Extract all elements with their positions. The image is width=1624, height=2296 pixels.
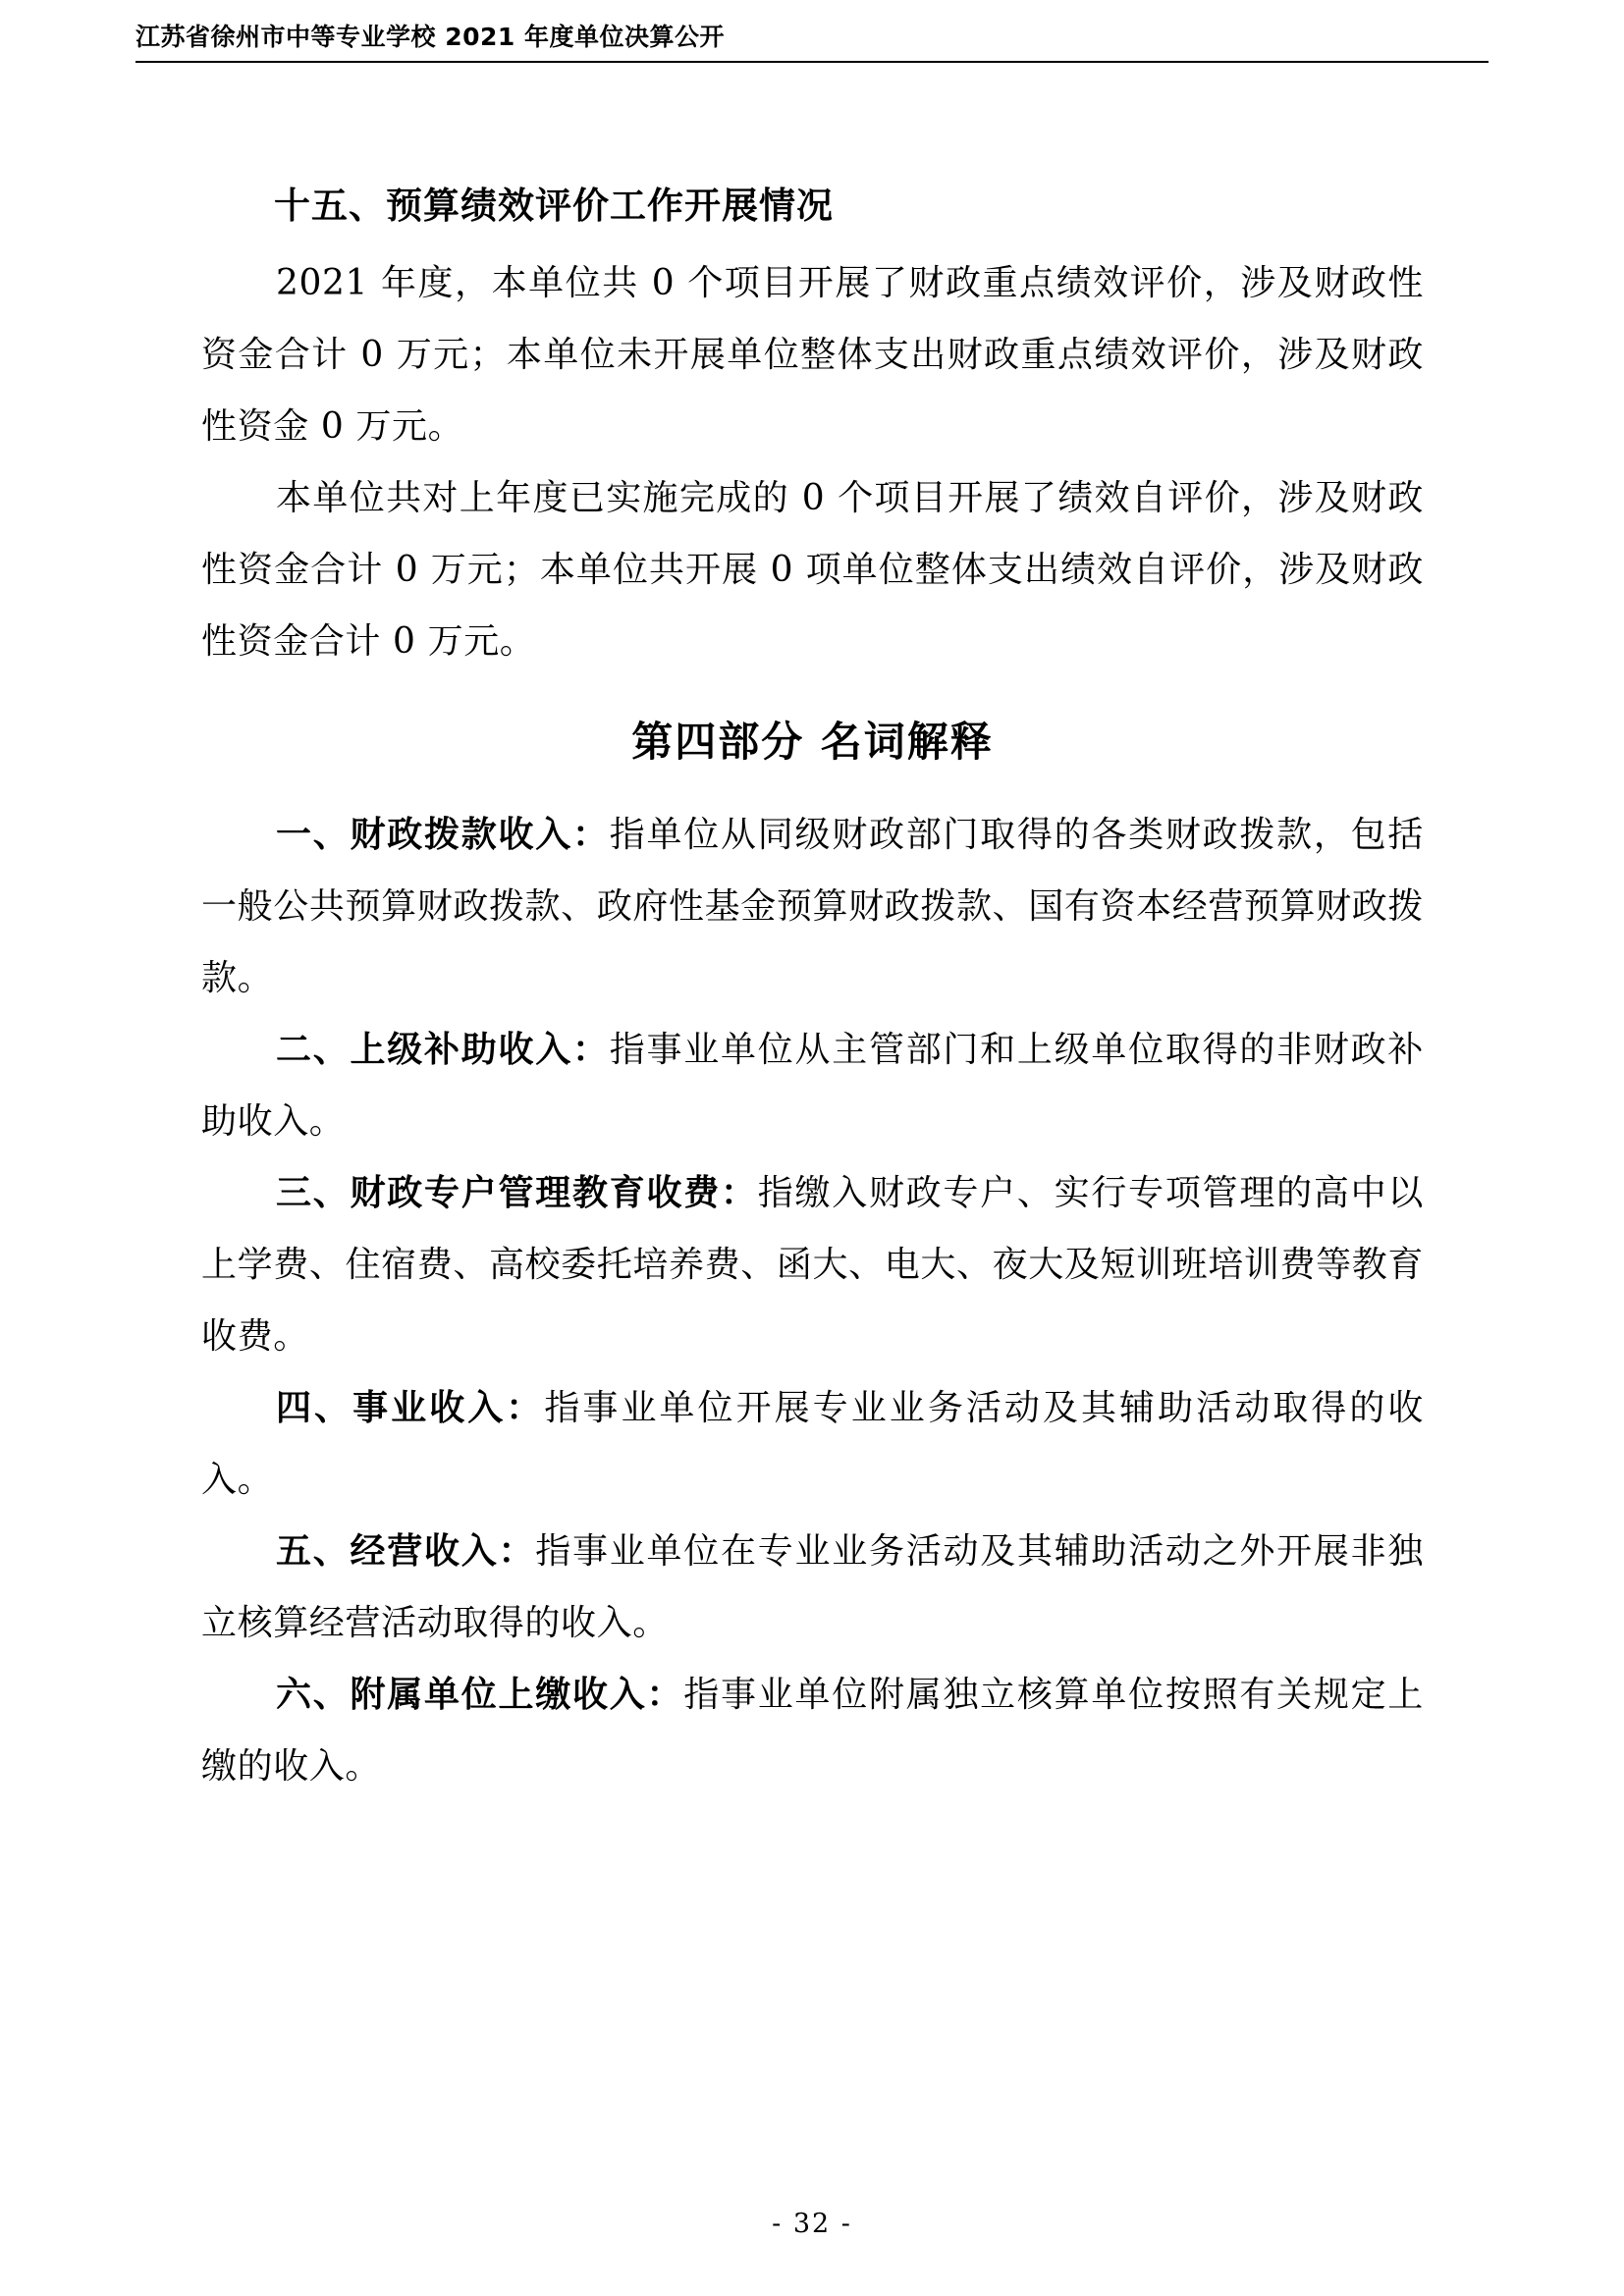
definition-item-2 xyxy=(201,1014,1424,1157)
definition-item-5 xyxy=(201,1516,1424,1659)
definition-text: 指缴入财政专户、实行专项管理的高中以上学费、住宿费、高校委托培养费、函大、电大、夜大及短训班培训费等教育收费。 xyxy=(201,1173,1424,1357)
definition-term: 三、财政专户管理教育收费： xyxy=(276,1173,758,1213)
paragraph-performance-evaluation-2: 本单位共对上年度已实施完成的 0 个项目开展了绩效自评价，涉及财政性资金合计 0 万元；本单位共开展 0 项单位整体支出绩效自评价，涉及财政性资金合计 0 万元。 xyxy=(201,478,1424,662)
definition-text: 指事业单位开展专业业务活动及其辅助活动取得的收入。 xyxy=(201,1388,1424,1500)
header-divider xyxy=(135,61,1489,63)
definition-term: 五、经营收入： xyxy=(276,1531,536,1572)
part-four-heading: 第四部分 名词解释 xyxy=(631,718,994,766)
definition-term: 六、附属单位上缴收入： xyxy=(276,1675,684,1715)
definition-text: 指事业单位从主管部门和上级单位取得的非财政补助收入。 xyxy=(201,1030,1424,1142)
document-body xyxy=(201,175,1424,1802)
section-heading-fifteen: 十五、预算绩效评价工作开展情况 xyxy=(274,185,834,227)
definition-text: 指单位从同级财政部门取得的各类财政拨款，包括一般公共预算财政拨款、政府性基金预算财政拨款、国有资本经营预算财政拨款。 xyxy=(201,815,1424,998)
definition-term: 四、事业收入： xyxy=(276,1388,545,1428)
definition-item-6 xyxy=(201,1659,1424,1802)
definition-text: 指事业单位在专业业务活动及其辅助活动之外开展非独立核算经营活动取得的收入。 xyxy=(201,1531,1425,1643)
definition-term: 二、上级补助收入： xyxy=(276,1030,610,1070)
definition-item-1 xyxy=(201,799,1424,1014)
page-number: - 32 - xyxy=(772,2209,852,2239)
definition-item-3 xyxy=(201,1157,1424,1372)
running-header xyxy=(0,0,1624,71)
definition-item-4 xyxy=(201,1372,1424,1516)
definition-term: 一、财政拨款收入： xyxy=(276,815,610,855)
header-title: 江苏省徐州市中等专业学校 2021 年度单位决算公开 xyxy=(135,23,725,51)
paragraph-performance-evaluation-1: 2021 年度，本单位共 0 个项目开展了财政重点绩效评价，涉及财政性资金合计 0 万元；本单位未开展单位整体支出财政重点绩效评价，涉及财政性资金 0 万元。 xyxy=(201,263,1424,447)
page-footer xyxy=(0,2209,1624,2239)
definition-text: 指事业单位附属独立核算单位按照有关规定上缴的收入。 xyxy=(201,1675,1424,1787)
